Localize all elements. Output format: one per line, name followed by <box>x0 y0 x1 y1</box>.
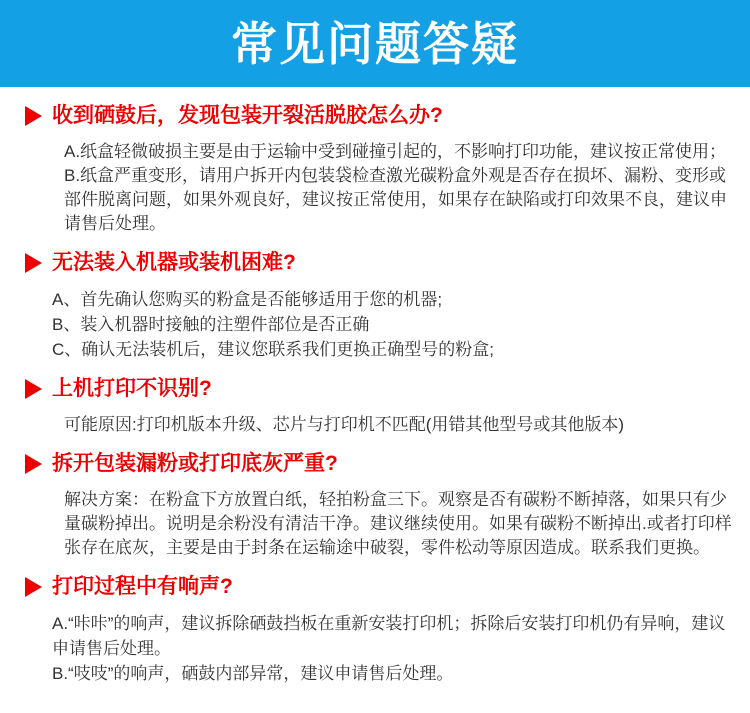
page-title: 常见问题答疑 <box>231 17 519 70</box>
answer-text: A、首先确认您购买的粉盒是否能够适用于您的机器; <box>52 290 443 309</box>
page-header <box>0 0 750 87</box>
question-title: 收到硒鼓后，发现包装开裂活脱胶怎么办? <box>52 104 443 127</box>
answer-list <box>25 611 738 686</box>
faq-item <box>25 251 738 362</box>
answer-text: A.纸盒轻微破损主要是由于运输中受到碰撞引起的，不影响打印功能，建议按正常使用； <box>64 142 727 161</box>
answer-list <box>25 140 738 236</box>
red-triangle-bullet-icon <box>25 379 42 399</box>
question-title: 拆开包装漏粉或打印底灰严重? <box>52 452 338 475</box>
question-title: 打印过程中有响声? <box>52 575 233 598</box>
red-triangle-bullet-icon <box>25 454 42 474</box>
question-row <box>25 452 738 476</box>
answer-text: 可能原因:打印机版本升级、芯片与打印机不匹配(用错其他型号或其他版本) <box>64 415 625 434</box>
question-row <box>25 377 738 401</box>
question-title: 上机打印不识别? <box>52 377 212 400</box>
faq-item <box>25 104 738 236</box>
question-title: 无法装入机器或装机困难? <box>52 251 296 274</box>
answer-list <box>25 413 738 437</box>
answer-text: 解决方案：在粉盒下方放置白纸，轻拍粉盒三下。观察是否有碳粉不断掉落，如果只有少量碳粉掉出。说明是余粉没有清洁干净。建议继续使用。如果有碳粉不断掉出.或者打印样张存在底灰，主要是由于封条在运输途中破裂，零件松动等原因造成。联系我们更换。 <box>64 490 732 557</box>
answer-text: B、装入机器时接触的注塑件部位是否正确 <box>52 315 370 334</box>
faq-content <box>0 87 750 686</box>
red-triangle-bullet-icon <box>25 577 42 597</box>
answer-text: B.“吱吱”的响声，硒鼓内部异常，建议申请售后处理。 <box>52 664 454 683</box>
faq-list <box>25 104 738 686</box>
faq-item <box>25 575 738 686</box>
answer-list <box>25 287 738 362</box>
answer-text: C、确认无法装机后，建议您联系我们更换正确型号的粉盒; <box>52 340 494 359</box>
faq-item <box>25 377 738 437</box>
question-row <box>25 104 738 128</box>
red-triangle-bullet-icon <box>25 253 42 273</box>
question-row <box>25 575 738 599</box>
red-triangle-bullet-icon <box>25 106 42 126</box>
question-row <box>25 251 738 275</box>
answer-list <box>25 488 738 560</box>
faq-item <box>25 452 738 560</box>
answer-text: B.纸盒严重变形，请用户拆开内包装袋检查激光碳粉盒外观是否存在损坏、漏粉、变形或部件脱离问题，如果外观良好，建议按正常使用，如果存在缺陷或打印效果不良，建议申请售后处理。 <box>64 166 727 233</box>
answer-text: A.“咔咔”的响声，建议拆除硒鼓挡板在重新安装打印机；拆除后安装打印机仍有异响，建议申请售后处理。 <box>52 614 726 658</box>
